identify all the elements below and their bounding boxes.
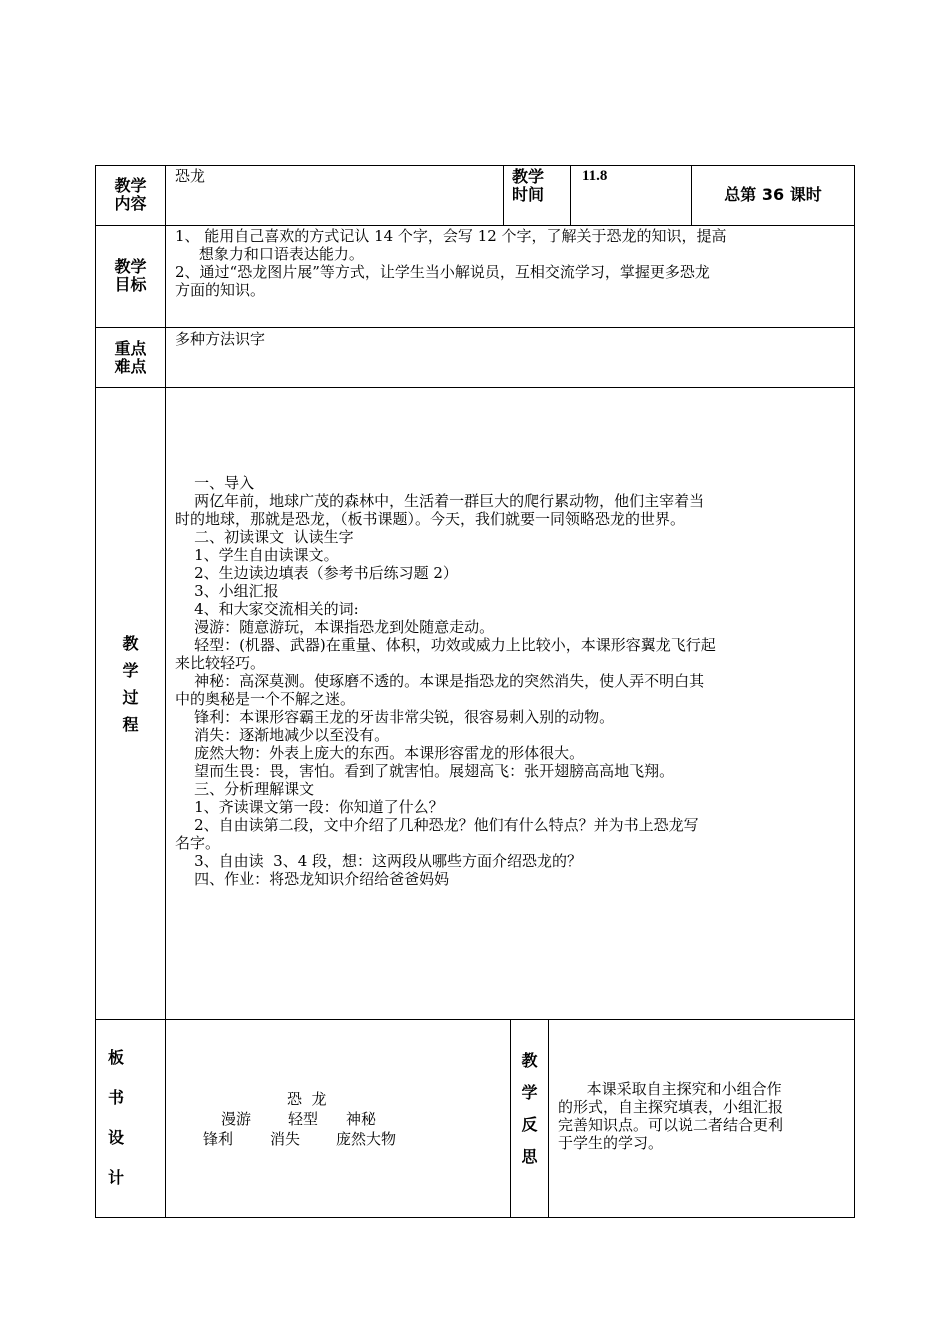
board-word: 神秘 [346,1110,377,1128]
process-line: 4、和大家交流相关的词: [175,600,359,618]
process-line: 三、分析理解课文 [175,780,315,798]
board-label-char: 计 [107,1168,124,1187]
content-value: 恐龙 [175,167,206,185]
time-label [512,168,570,204]
content-label [96,177,165,213]
process-line: 漫游：随意游玩，本课指恐龙到处随意走动。 [175,618,495,636]
process-line: 庞然大物：外表上庞大的东西。本课形容雷龙的形体很大。 [175,744,585,762]
objectives-label-line: 目标 [114,275,147,294]
objectives-text [175,227,850,299]
reflection-label-char: 教 [521,1051,538,1070]
process-line: 名字。 [175,834,221,852]
process-label-char: 教 [122,634,139,653]
reflection-line: 于学生的学习。 [558,1134,664,1152]
board-word: 轻型 [288,1110,319,1128]
total-lessons: 总第 36 课时 [724,185,822,204]
process-line: 神秘：高深莫测。使琢磨不透的。本课是指恐龙的突然消失，使人弄不明白其 [175,672,705,690]
process-line: 两亿年前，地球广茂的森林中，生活着一群巨大的爬行累动物，他们主宰着当 [175,492,705,510]
process-line: 时的地球，那就是恐龙，（板书课题）。今天，我们就要一同领略恐龙的世界。 [175,510,686,528]
process-line: 锋利：本课形容霸王龙的牙齿非常尖锐，很容易刺入别的动物。 [175,708,615,726]
table-border [95,387,855,388]
process-line: 二、初读课文 认读生字 [175,528,354,546]
table-border [95,1019,855,1020]
objective-line: 2、通过“恐龙图片展”等方式，让学生当小解说员，互相交流学习，掌握更多恐龙 [175,263,710,281]
board-word: 锋利 [203,1130,234,1148]
process-label-char: 学 [122,661,139,680]
table-border [95,327,855,328]
process-line: 2、自由读第二段，文中介绍了几种恐龙？他们有什么特点？并为书上恐龙写 [175,816,699,834]
objective-line: 方面的知识。 [175,281,266,299]
table-border [854,165,855,1218]
table-border [570,165,571,226]
process-label [96,630,165,738]
process-line: 消失：逐渐地减少以至没有。 [175,726,390,744]
table-border [503,165,504,226]
board-label [96,1038,136,1198]
objectives-label [96,258,165,294]
key-points-label-line: 重点 [114,339,147,358]
content-label-line: 内容 [114,194,147,213]
objectives-label-line: 教学 [114,257,147,276]
board-label-char: 板 [107,1048,124,1067]
process-label-char: 过 [122,688,139,707]
process-line: 1、学生自由读课文。 [175,546,339,564]
process-line: 中的奥秘是一个不解之迷。 [175,690,356,708]
objective-line: 1、 能用自己喜欢的方式记认 14 个字，会写 12 个字，了解关于恐龙的知识，提高 [175,227,727,245]
reflection-label-char: 反 [521,1115,538,1134]
objective-line: 想象力和口语表达能力。 [175,245,364,263]
process-line: 3、自由读 3、4 段，想：这两段从哪些方面介绍恐龙的？ [175,852,583,870]
table-border [548,1019,549,1218]
reflection-line: 本课采取自主探究和小组合作 [558,1080,782,1098]
process-label-char: 程 [122,715,139,734]
reflection-line: 完善知识点。可以说二者结合更利 [558,1116,784,1134]
key-points-label-line: 难点 [114,357,147,376]
process-line: 3、小组汇报 [175,582,279,600]
board-label-char: 设 [107,1128,124,1147]
process-line: 来比较轻巧。 [175,654,266,672]
time-value: 11.8 [582,168,608,184]
process-line: 望而生畏：畏，害怕。看到了就害怕。展翅高飞：张开翅膀高高地飞翔。 [175,762,675,780]
time-label-line: 教学 [512,167,545,186]
table-border [165,165,166,1218]
key-points-value: 多种方法识字 [175,330,266,348]
reflection-label-char: 学 [521,1083,538,1102]
process-text [175,474,850,888]
board-label-char: 书 [107,1088,124,1107]
board-title: 恐 龙 [287,1090,327,1108]
time-label-line: 时间 [512,185,545,204]
board-word: 漫游 [221,1110,252,1128]
table-border [95,165,855,166]
reflection-text [558,1080,850,1152]
reflection-line: 的形式，自主探究填表，小组汇报 [558,1098,784,1116]
board-word: 消失 [270,1130,301,1148]
table-border [95,225,855,226]
board-word: 庞然大物 [336,1130,397,1148]
process-line: 1、齐读课文第一段：你知道了什么？ [175,798,444,816]
content-label-line: 教学 [114,176,147,195]
process-line: 一、导入 [175,474,255,492]
table-border [95,1217,855,1218]
key-points-label [96,340,165,376]
reflection-label-char: 思 [521,1147,538,1166]
process-line: 2、生边读边填表（参考书后练习题 2） [175,564,458,582]
process-line: 四、作业：将恐龙知识介绍给爸爸妈妈 [175,870,450,888]
process-line: 轻型：(机器、武器)在重量、体积，功效或威力上比较小，本课形容翼龙飞行起 [175,636,716,654]
reflection-label [511,1045,548,1173]
